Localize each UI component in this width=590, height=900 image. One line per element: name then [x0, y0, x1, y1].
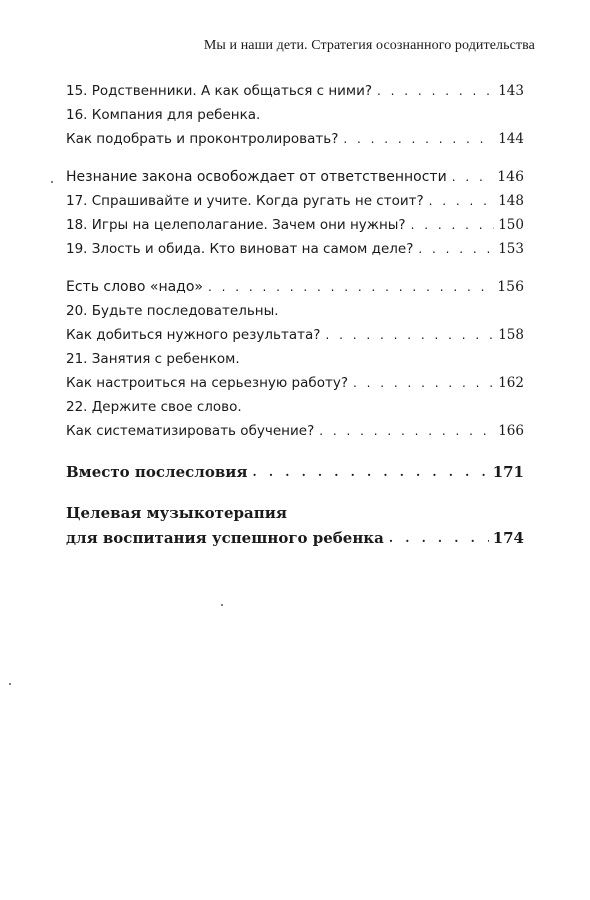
toc-page-number: 158 [498, 327, 524, 343]
print-speck [221, 604, 223, 606]
toc-entry-text: 21. Занятия с ребенком. [66, 351, 240, 367]
toc-section-text: Есть слово «надо» [66, 279, 203, 295]
toc-section-law[interactable] [66, 162, 524, 186]
toc-page-number: 144 [498, 131, 524, 147]
dot-leader [353, 374, 494, 392]
toc-entry-text: 20. Будьте последовательны. [66, 303, 279, 319]
print-speck [9, 683, 11, 685]
toc-section-text: Вместо послесловия [66, 463, 248, 481]
toc-page-number: 148 [498, 193, 524, 209]
toc-entry-21-title[interactable] [66, 344, 524, 368]
toc-music-title[interactable] [66, 497, 524, 522]
toc-music-subtitle[interactable] [66, 522, 524, 547]
toc-entry-19[interactable] [66, 234, 524, 258]
toc-section-text: для воспитания успешного ребенка [66, 529, 384, 547]
toc-entry-text: Как подобрать и проконтролировать? [66, 131, 339, 147]
toc-section-must[interactable] [66, 272, 524, 296]
toc-page-number: 171 [492, 463, 524, 481]
dot-leader [208, 278, 493, 296]
dot-leader [325, 326, 494, 344]
dot-leader [319, 422, 494, 440]
toc-entry-text: Как добиться нужного результата? [66, 327, 321, 343]
toc-entry-20-subtitle[interactable] [66, 320, 524, 344]
print-speck [51, 181, 53, 183]
toc-page-number: 150 [498, 217, 524, 233]
toc-entry-text: 17. Спрашивайте и учите. Когда ругать не стоит? [66, 193, 424, 209]
dot-leader [452, 168, 494, 186]
toc-entry-21-subtitle[interactable] [66, 368, 524, 392]
toc-entry-16-title[interactable] [66, 100, 524, 124]
toc-afterword[interactable] [66, 456, 524, 481]
toc-entry-20-title[interactable] [66, 296, 524, 320]
toc-page-number: 143 [498, 83, 524, 99]
dot-leader [377, 82, 494, 100]
toc-entry-17[interactable] [66, 186, 524, 210]
toc-entry-text: Как настроиться на серьезную работу? [66, 375, 348, 391]
toc-page-number: 174 [492, 529, 524, 547]
toc-entry-18[interactable] [66, 210, 524, 234]
toc-entry-22-subtitle[interactable] [66, 416, 524, 440]
toc-page-number: 166 [498, 423, 524, 439]
toc-entry-text: 19. Злость и обида. Кто виноват на самом деле? [66, 241, 414, 257]
toc-page-number: 162 [498, 375, 524, 391]
running-title: Мы и наши дети. Стратегия осознанного родительства [203, 38, 535, 53]
toc-page-number: 153 [498, 241, 524, 257]
table-of-contents [66, 76, 524, 547]
dot-leader [389, 529, 489, 547]
toc-entry-16-subtitle[interactable] [66, 124, 524, 148]
toc-entry-text: Как систематизировать обучение? [66, 423, 315, 439]
toc-entry-text: 18. Игры на целеполагание. Зачем они нужны? [66, 217, 406, 233]
toc-page-number: 146 [497, 169, 524, 185]
toc-entry-text: 16. Компания для ребенка. [66, 107, 261, 123]
toc-section-text: Целевая музыкотерапия [66, 504, 287, 522]
toc-entry-22-title[interactable] [66, 392, 524, 416]
toc-page-number: 156 [497, 279, 524, 295]
toc-entry-text: 15. Родственники. А как общаться с ними? [66, 83, 373, 99]
dot-leader [418, 240, 494, 258]
toc-section-text: Незнание закона освобождает от ответственности [66, 169, 447, 185]
toc-entry-15[interactable] [66, 76, 524, 100]
dot-leader [429, 192, 495, 210]
dot-leader [253, 463, 489, 481]
dot-leader [343, 130, 494, 148]
dot-leader [411, 216, 495, 234]
toc-entry-text: 22. Держите свое слово. [66, 399, 242, 415]
